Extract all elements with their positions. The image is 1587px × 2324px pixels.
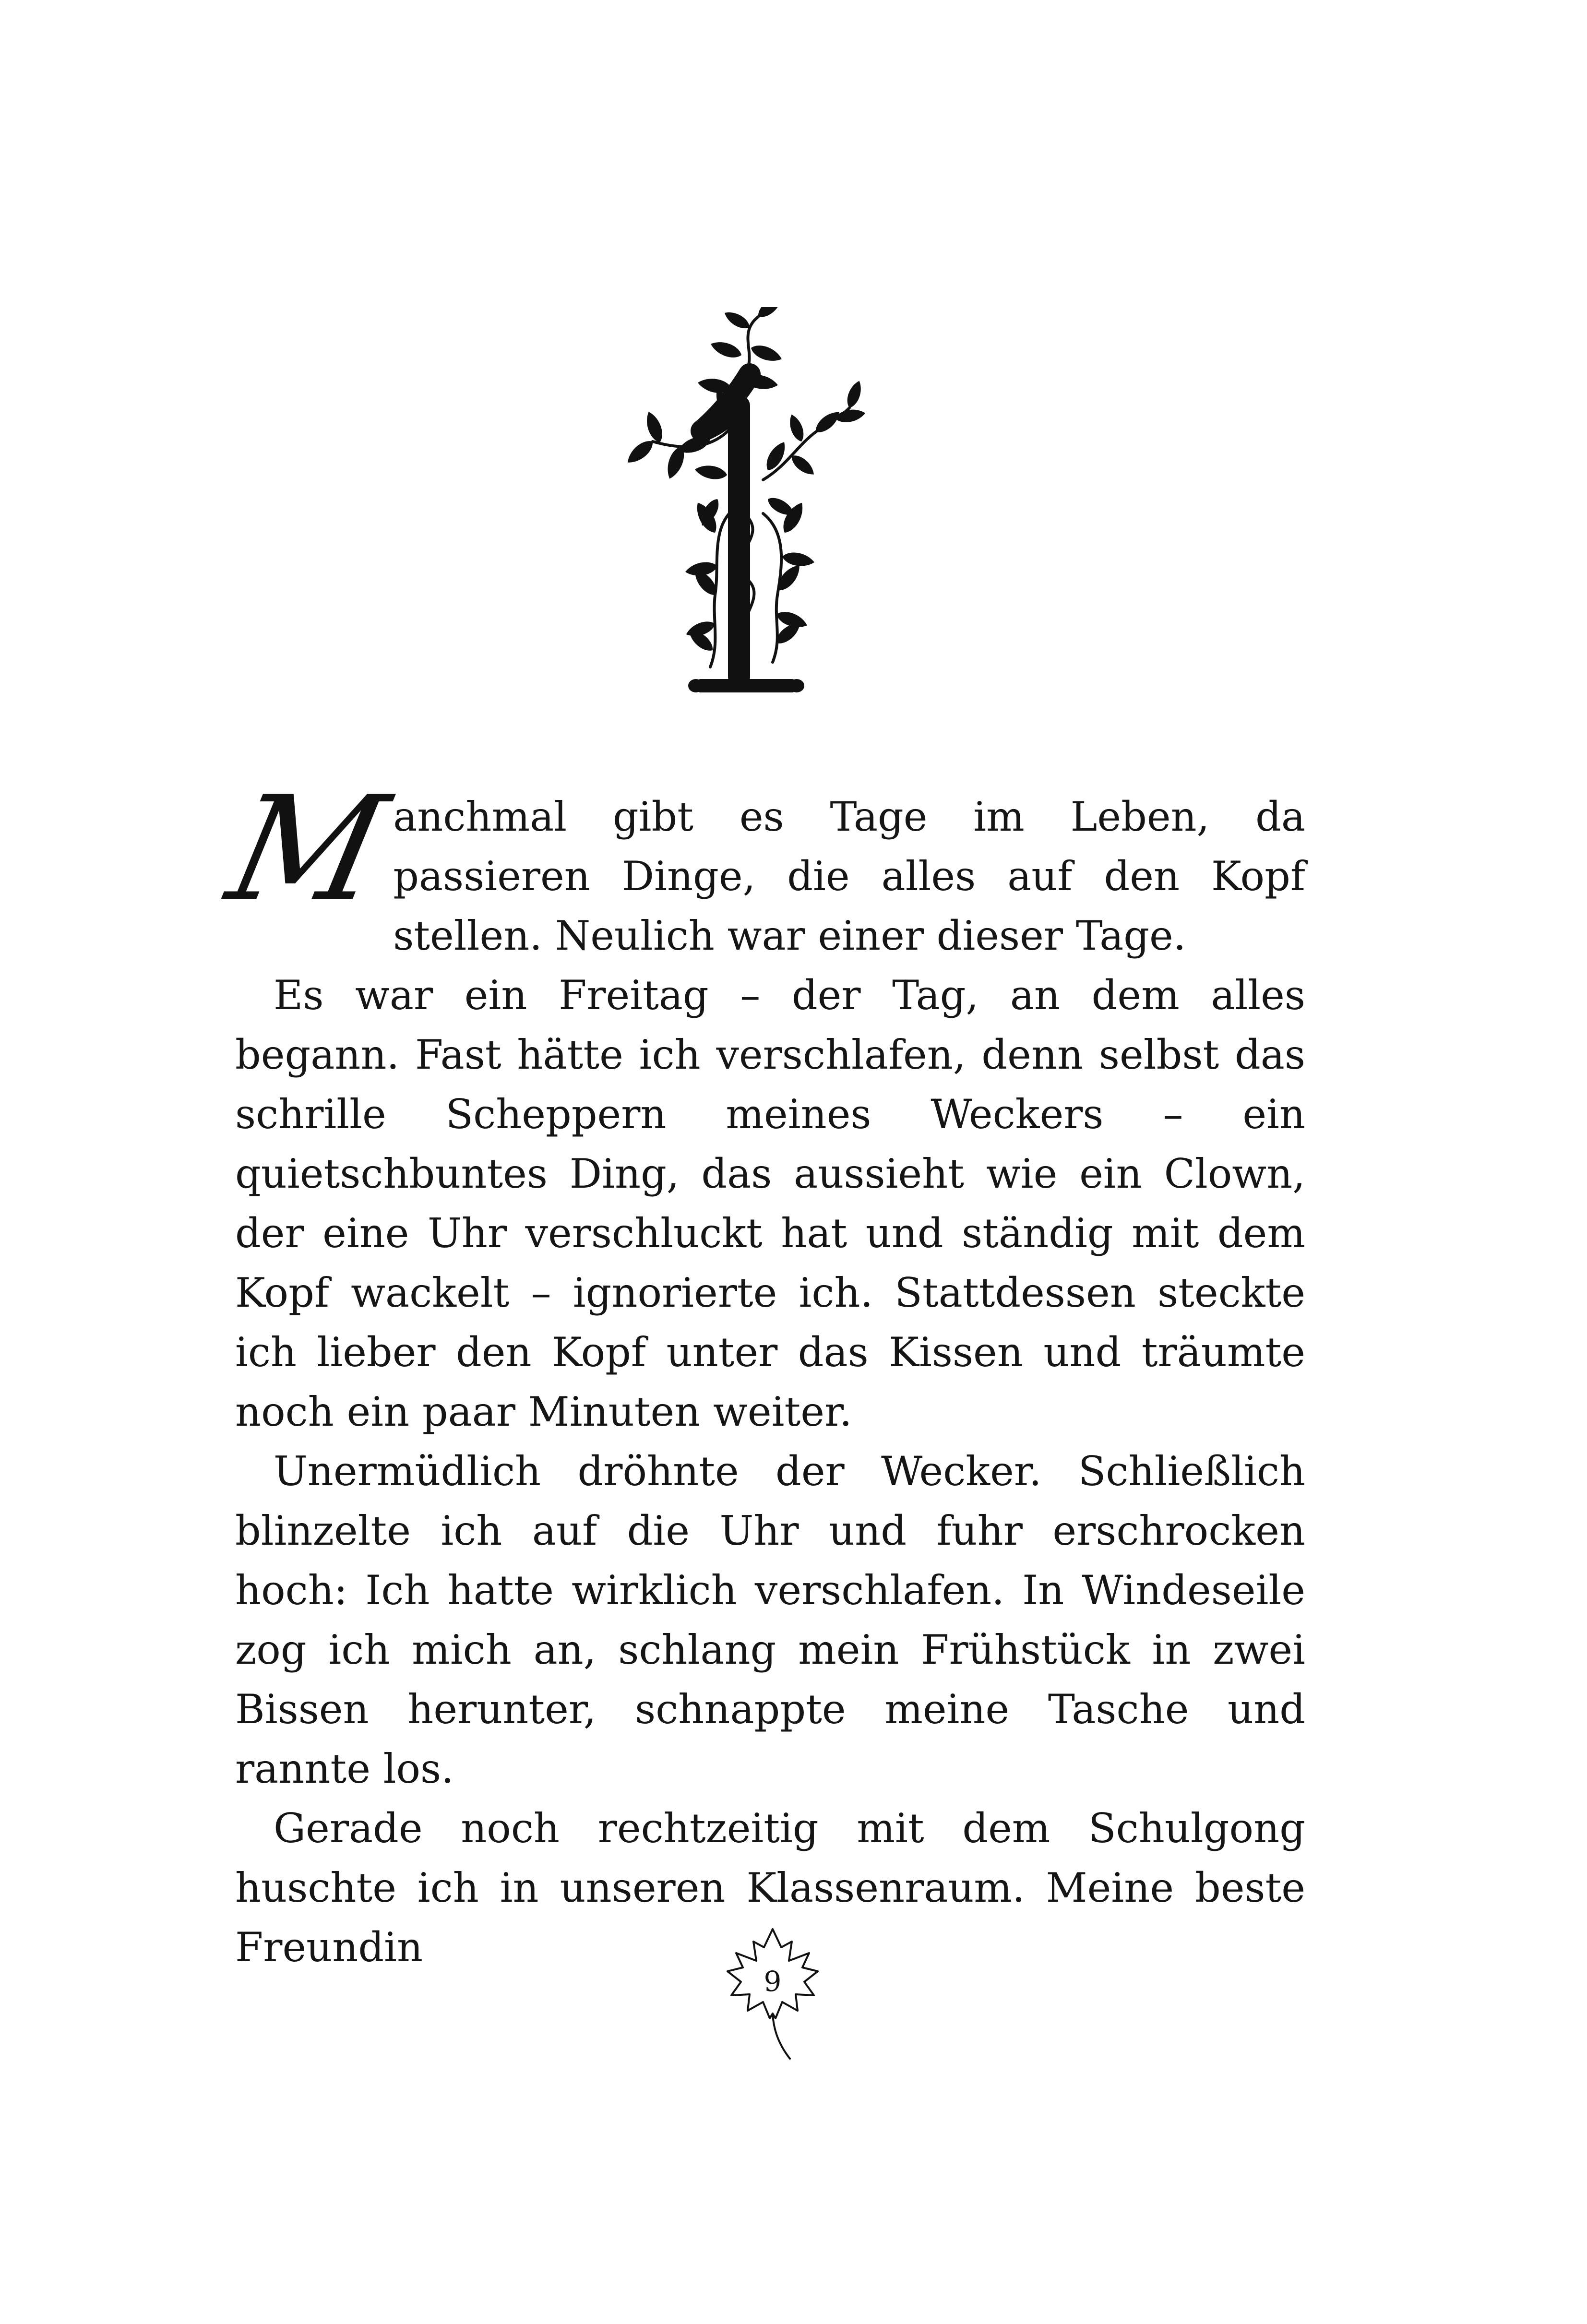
page-number-ornament: [715, 1919, 830, 2063]
page-number: 9: [764, 1965, 782, 1998]
paragraph-1-text: anchmal gibt es Tage im Leben, da passieren Dinge, die alles auf den Kopf stellen. Neulich war einer dieser Tage.: [393, 793, 1305, 959]
paragraph-2: Es war ein Freitag – der Tag, an dem alles begann. Fast hätte ich verschlafen, denn selbst das schrille Scheppern meines Weckers – ein quietschbuntes Ding, das aussieht wie ein Clown, der eine Uhr verschluckt hat und ständig mit dem Kopf wackelt – ignorierte ich. Stattdessen steckte ich lieber den Kopf unter das Kissen und träumte noch ein paar Minuten weiter.: [235, 972, 1305, 1435]
vine-leaf-numeral-icon: [624, 307, 873, 720]
drop-cap: M: [216, 765, 399, 933]
paragraph-1: [216, 765, 1305, 965]
body-text: [216, 765, 1305, 1977]
paragraph-4: Gerade noch rechtzeitig mit dem Schulgong huschte ich in unseren Klassenraum. Meine beste Freundin: [235, 1805, 1305, 1971]
paragraph-3: Unermüdlich dröhnte der Wecker. Schließlich blinzelte ich auf die Uhr und fuhr erschrocken hoch: Ich hatte wirklich verschlafen. In Windeseile zog ich mich an, schlang mein Frühstück in zwei Bissen herunter, schnappte meine Tasche und rannte los.: [235, 1448, 1305, 1792]
